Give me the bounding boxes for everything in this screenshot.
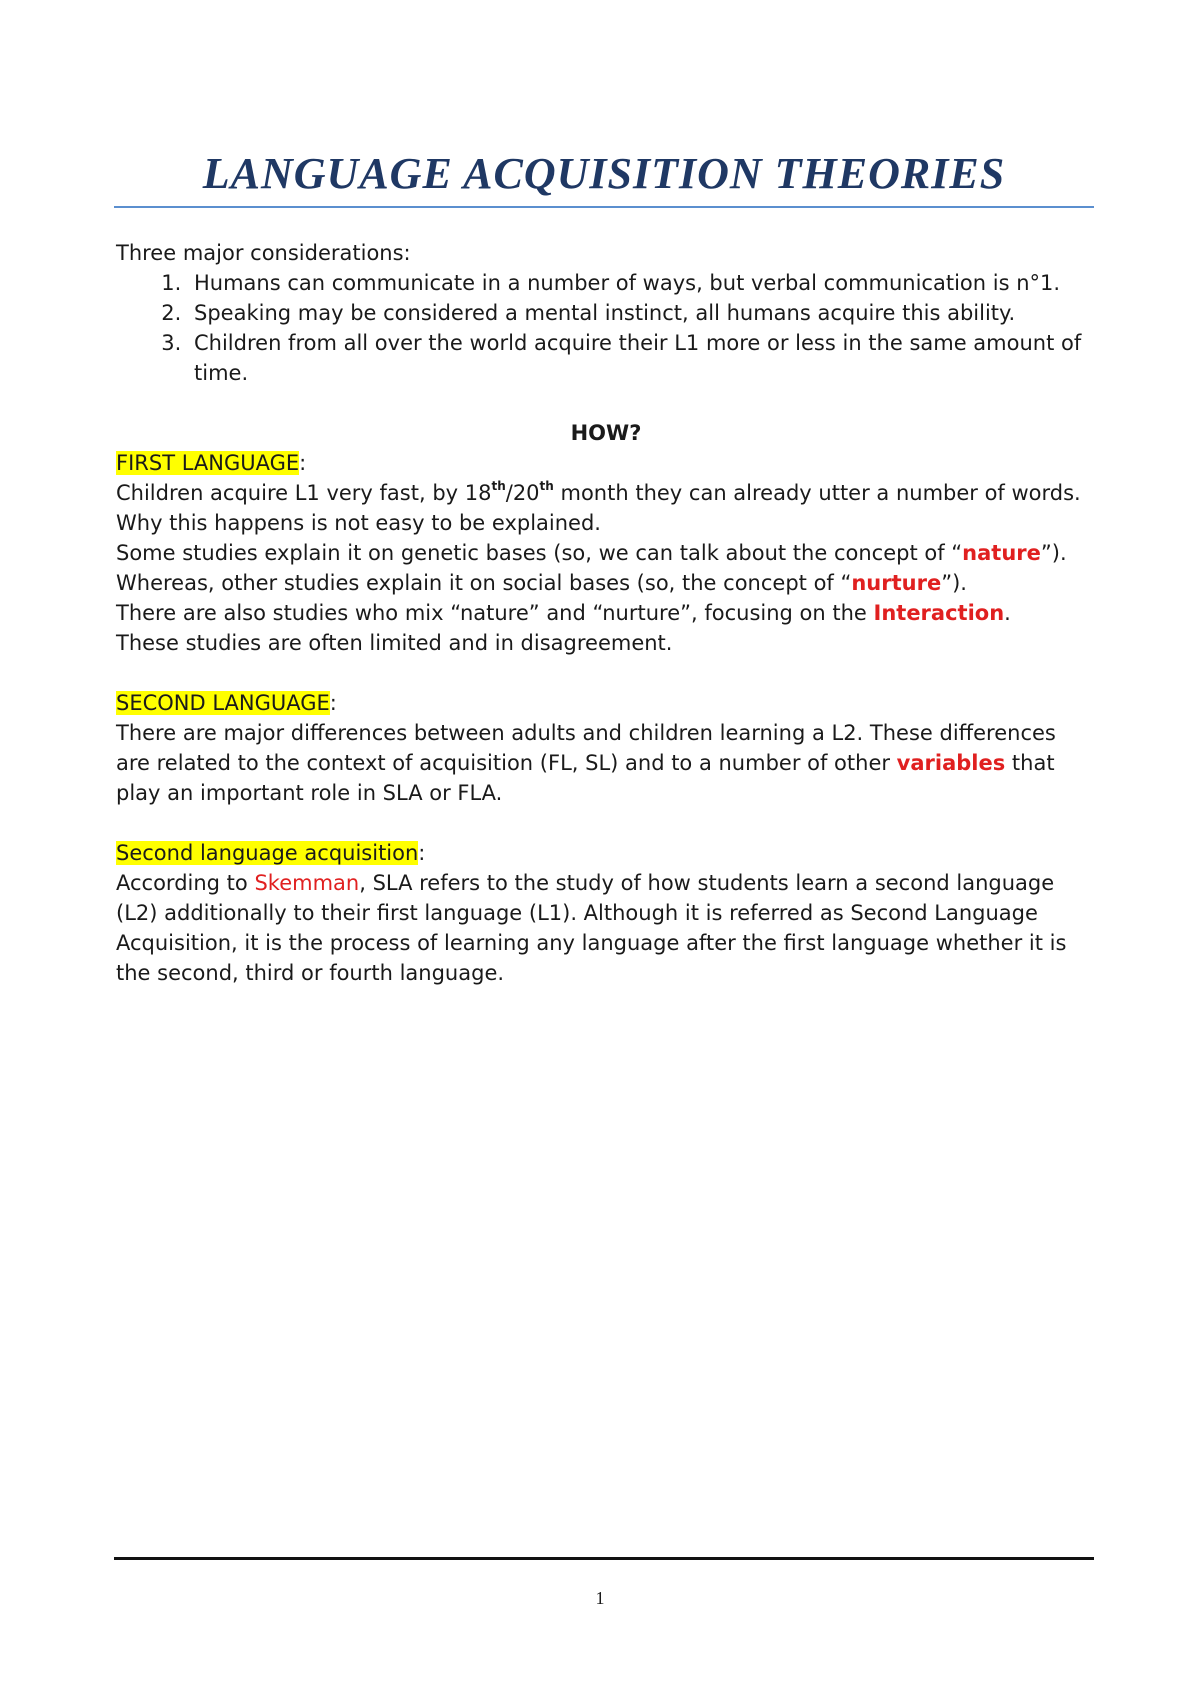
list-item: 3. Children from all over the world acquire their L1 more or less in the same amount of time. (188, 328, 1096, 388)
considerations-list (116, 268, 1096, 388)
footer-rule (114, 1557, 1094, 1560)
text-run: /20 (505, 481, 540, 505)
text-run: , SLA refers to the study of how students learn a second language (L2) additionally to their first language (L1). Although it is referred as Second Language Acquisition, it is the process of learning any language after the first language whether it is the second, third or fourth language. (116, 871, 1067, 985)
text-run: According to (116, 871, 255, 895)
superscript: th (491, 479, 506, 493)
superscript: th (539, 479, 554, 493)
nature-paragraph (116, 538, 1096, 568)
text-run: Children acquire L1 very fast, by 18 (116, 481, 492, 505)
text-run: Some studies explain it on genetic bases (so, we can talk about the concept of “ (116, 541, 963, 565)
document-title: LANGUAGE ACQUISITION THEORIES (202, 149, 1006, 198)
highlighted-heading: FIRST LANGUAGE (116, 451, 300, 475)
text-run: There are also studies who mix “nature” and “nurture”, focusing on the (116, 601, 874, 625)
first-language-paragraph (116, 478, 1096, 538)
spacer (116, 658, 1096, 688)
second-language-paragraph (116, 718, 1096, 808)
highlighted-heading: Second language acquisition (116, 841, 419, 865)
text-run: ”). (1040, 541, 1067, 565)
emphasis-variables: variables (896, 751, 1006, 775)
emphasis-nurture: nurture (851, 571, 942, 595)
sla-heading: Second language acquisition: (116, 841, 426, 865)
spacer (116, 808, 1096, 838)
spacer (116, 388, 1096, 418)
page-number: 1 (595, 1588, 605, 1608)
text-run: that play an important role in SLA or FLA. (116, 751, 1055, 805)
text-run: There are major differences between adults and children learning a L2. These differences are related to the context of acquisition (FL, SL) and to a number of other (116, 721, 1056, 775)
title-underline (114, 206, 1094, 208)
text-run: ”). (941, 571, 967, 595)
first-language-heading: FIRST LANGUAGE: (116, 451, 307, 475)
author-name: Skemman (254, 871, 360, 895)
intro-text: Three major considerations: (116, 241, 411, 265)
list-item: 2. Speaking may be considered a mental instinct, all humans acquire this ability. (188, 298, 1096, 328)
text-run: month they can already utter a number of words. Why this happens is not easy to be explained. (116, 481, 1081, 535)
document-body (116, 238, 1096, 988)
how-heading: HOW? (570, 421, 642, 445)
sla-paragraph (116, 868, 1096, 988)
interaction-paragraph (116, 598, 1096, 628)
list-item: 1. Humans can communicate in a number of ways, but verbal communication is n°1. (188, 268, 1096, 298)
nurture-paragraph (116, 568, 1096, 598)
second-language-heading: SECOND LANGUAGE: (116, 691, 337, 715)
disagreement-paragraph: These studies are often limited and in disagreement. (116, 631, 673, 655)
highlighted-heading: SECOND LANGUAGE (116, 691, 330, 715)
emphasis-nature: nature (962, 541, 1041, 565)
emphasis-interaction: Interaction (873, 601, 1005, 625)
text-run: Whereas, other studies explain it on social bases (so, the concept of “ (116, 571, 852, 595)
text-run: . (1004, 601, 1011, 625)
